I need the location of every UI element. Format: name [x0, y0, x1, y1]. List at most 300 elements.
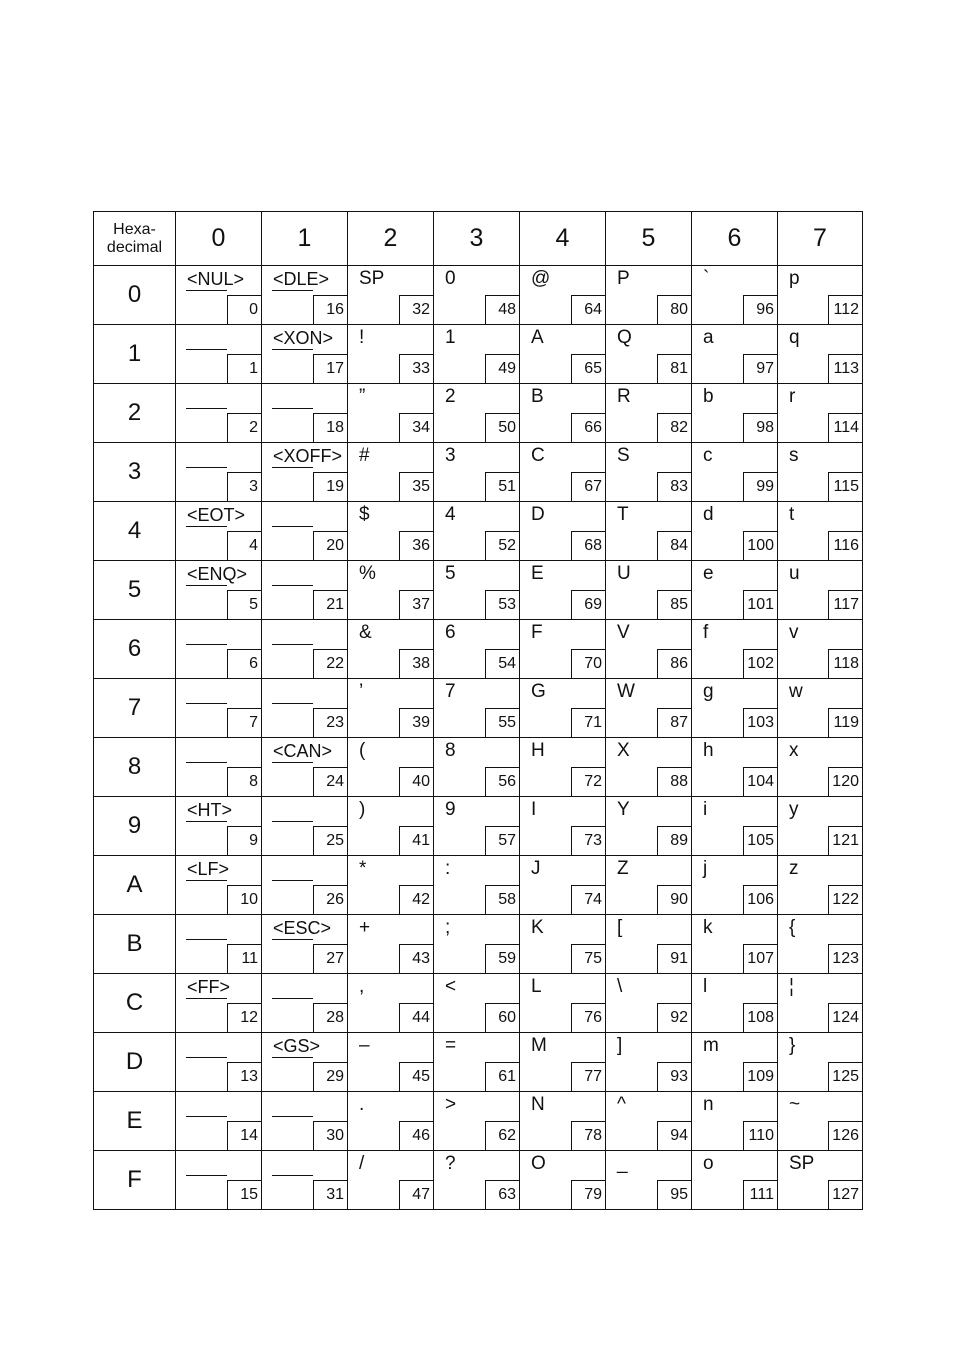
label-underline — [186, 1057, 227, 1058]
code-cell — [176, 1033, 262, 1092]
column-header: 2 — [348, 212, 434, 266]
decimal-value-box: 8 — [227, 767, 261, 796]
table-row — [94, 915, 863, 974]
character-label: <HT> — [187, 800, 233, 820]
decimal-value-box: 7 — [227, 708, 261, 737]
character-label: G — [531, 681, 546, 702]
code-cell — [262, 797, 348, 856]
label-underline — [186, 880, 227, 881]
character-label: % — [359, 563, 376, 584]
decimal-value-box: 102 — [743, 649, 777, 678]
character-label: W — [617, 681, 635, 702]
character-label: m — [703, 1035, 719, 1056]
code-cell — [778, 797, 863, 856]
code-cell — [606, 1151, 692, 1210]
character-label: ( — [359, 740, 366, 761]
character-label: ^ — [617, 1094, 626, 1115]
code-cell — [606, 443, 692, 502]
decimal-value-box: 12 — [227, 1003, 261, 1032]
table-row — [94, 738, 863, 797]
decimal-value-box: 6 — [227, 649, 261, 678]
code-cell — [692, 1092, 778, 1151]
code-cell — [434, 856, 520, 915]
code-cell — [348, 502, 434, 561]
label-underline — [186, 939, 227, 940]
code-cell — [520, 856, 606, 915]
code-cell — [176, 1092, 262, 1151]
row-header: 0 — [94, 266, 176, 325]
label-underline — [186, 1116, 227, 1117]
decimal-value-box: 17 — [313, 354, 347, 383]
code-cell — [520, 266, 606, 325]
code-cell — [692, 738, 778, 797]
decimal-value-box: 84 — [657, 531, 691, 560]
decimal-value-box: 2 — [227, 413, 261, 442]
table-row — [94, 561, 863, 620]
label-underline — [186, 467, 227, 468]
code-cell — [434, 620, 520, 679]
character-label: j — [703, 858, 708, 879]
character-label: s — [789, 445, 799, 466]
decimal-value-box: 67 — [571, 472, 605, 501]
code-cell — [262, 1151, 348, 1210]
decimal-value-box: 111 — [743, 1180, 777, 1209]
decimal-value-box: 14 — [227, 1121, 261, 1150]
code-cell — [778, 266, 863, 325]
code-cell — [778, 856, 863, 915]
decimal-value-box: 27 — [313, 944, 347, 973]
code-cell — [606, 384, 692, 443]
row-header: 6 — [94, 620, 176, 679]
label-underline — [186, 821, 227, 822]
decimal-value-box: 70 — [571, 649, 605, 678]
decimal-value-box: 63 — [485, 1180, 519, 1209]
code-cell — [520, 1092, 606, 1151]
decimal-value-box: 64 — [571, 295, 605, 324]
decimal-value-box: 79 — [571, 1180, 605, 1209]
character-label: $ — [359, 504, 370, 525]
decimal-value-box: 45 — [399, 1062, 433, 1091]
character-label: <DLE> — [273, 269, 330, 289]
decimal-value-box: 9 — [227, 826, 261, 855]
column-header: 3 — [434, 212, 520, 266]
code-cell — [348, 856, 434, 915]
code-cell — [520, 738, 606, 797]
decimal-value-box: 124 — [828, 1003, 862, 1032]
character-label: ~ — [789, 1094, 801, 1115]
code-cell — [692, 266, 778, 325]
decimal-value-box: 49 — [485, 354, 519, 383]
row-header: 7 — [94, 679, 176, 738]
code-cell — [606, 620, 692, 679]
character-label: [ — [617, 917, 623, 938]
character-label: u — [789, 563, 800, 584]
character-label: z — [789, 858, 799, 879]
decimal-value-box: 74 — [571, 885, 605, 914]
character-label: F — [531, 622, 543, 643]
decimal-value-box: 125 — [828, 1062, 862, 1091]
column-header: 4 — [520, 212, 606, 266]
code-cell — [348, 384, 434, 443]
decimal-value-box: 123 — [828, 944, 862, 973]
code-cell — [176, 443, 262, 502]
decimal-value-box: 97 — [743, 354, 777, 383]
code-cell — [520, 561, 606, 620]
row-header: 5 — [94, 561, 176, 620]
label-underline — [272, 408, 313, 409]
code-cell — [520, 1033, 606, 1092]
character-label: <XON> — [273, 328, 334, 348]
character-label: n — [703, 1094, 714, 1115]
character-label: K — [531, 917, 544, 938]
row-header: 9 — [94, 797, 176, 856]
label-underline — [186, 349, 227, 350]
decimal-value-box: 72 — [571, 767, 605, 796]
code-cell — [176, 620, 262, 679]
character-label: <ESC> — [273, 918, 332, 938]
character-label: @ — [531, 268, 551, 289]
decimal-value-box: 91 — [657, 944, 691, 973]
code-cell — [176, 384, 262, 443]
code-cell — [520, 384, 606, 443]
character-label: ¦ — [789, 976, 794, 997]
table-row — [94, 974, 863, 1033]
code-cell — [176, 502, 262, 561]
character-label: U — [617, 563, 631, 584]
code-cell — [692, 443, 778, 502]
code-cell — [434, 1151, 520, 1210]
character-label: Z — [617, 858, 629, 879]
decimal-value-box: 54 — [485, 649, 519, 678]
code-cell — [520, 974, 606, 1033]
decimal-value-box: 1 — [227, 354, 261, 383]
code-cell — [520, 620, 606, 679]
label-underline — [272, 880, 313, 881]
decimal-value-box: 95 — [657, 1180, 691, 1209]
character-label: X — [617, 740, 630, 761]
code-cell — [692, 856, 778, 915]
code-cell — [778, 384, 863, 443]
code-cell — [262, 856, 348, 915]
decimal-value-box: 66 — [571, 413, 605, 442]
decimal-value-box: 51 — [485, 472, 519, 501]
code-cell — [520, 325, 606, 384]
decimal-value-box: 82 — [657, 413, 691, 442]
character-label: / — [359, 1153, 365, 1174]
code-cell — [434, 443, 520, 502]
code-cell — [348, 738, 434, 797]
decimal-value-box: 15 — [227, 1180, 261, 1209]
decimal-value-box: 58 — [485, 885, 519, 914]
label-underline — [186, 290, 227, 291]
table-row — [94, 1092, 863, 1151]
character-label: – — [359, 1035, 370, 1056]
character-label: * — [359, 858, 367, 879]
character-label: ] — [617, 1035, 623, 1056]
character-label: 8 — [445, 740, 456, 761]
row-header: 4 — [94, 502, 176, 561]
character-label: I — [531, 799, 537, 820]
character-label: q — [789, 327, 800, 348]
code-cell — [262, 443, 348, 502]
character-label: L — [531, 976, 542, 997]
label-underline — [272, 998, 313, 999]
decimal-value-box: 13 — [227, 1062, 261, 1091]
label-underline — [272, 467, 313, 468]
code-cell — [606, 1092, 692, 1151]
code-cell — [176, 974, 262, 1033]
decimal-value-box: 3 — [227, 472, 261, 501]
table-row — [94, 1033, 863, 1092]
decimal-value-box: 50 — [485, 413, 519, 442]
character-label: h — [703, 740, 714, 761]
decimal-value-box: 18 — [313, 413, 347, 442]
code-cell — [606, 679, 692, 738]
character-label: x — [789, 740, 799, 761]
decimal-value-box: 55 — [485, 708, 519, 737]
decimal-value-box: 42 — [399, 885, 433, 914]
character-label: t — [789, 504, 795, 525]
character-label: > — [445, 1094, 457, 1115]
decimal-value-box: 103 — [743, 708, 777, 737]
code-cell — [348, 620, 434, 679]
decimal-value-box: 120 — [828, 767, 862, 796]
code-cell — [262, 738, 348, 797]
code-cell — [778, 561, 863, 620]
header-row — [94, 212, 863, 266]
character-label: SP — [789, 1153, 815, 1174]
code-cell — [262, 679, 348, 738]
code-cell — [692, 915, 778, 974]
label-underline — [272, 939, 313, 940]
decimal-value-box: 99 — [743, 472, 777, 501]
code-cell — [520, 915, 606, 974]
decimal-value-box: 108 — [743, 1003, 777, 1032]
decimal-value-box: 127 — [828, 1180, 862, 1209]
character-label: b — [703, 386, 714, 407]
code-cell — [348, 1151, 434, 1210]
character-label: : — [445, 858, 451, 879]
character-label: _ — [617, 1153, 628, 1174]
decimal-value-box: 57 — [485, 826, 519, 855]
decimal-value-box: 29 — [313, 1062, 347, 1091]
character-label: A — [531, 327, 544, 348]
code-cell — [176, 325, 262, 384]
code-cell — [606, 797, 692, 856]
corner-label-text: Hexa- decimal — [106, 220, 163, 256]
decimal-value-box: 48 — [485, 295, 519, 324]
code-cell — [262, 1033, 348, 1092]
character-label: a — [703, 327, 714, 348]
character-label: y — [789, 799, 799, 820]
character-label: w — [789, 681, 803, 702]
character-label: C — [531, 445, 545, 466]
decimal-value-box: 21 — [313, 590, 347, 619]
decimal-value-box: 23 — [313, 708, 347, 737]
table-row — [94, 1151, 863, 1210]
character-label: 3 — [445, 445, 456, 466]
decimal-value-box: 100 — [743, 531, 777, 560]
character-label: R — [617, 386, 631, 407]
row-header: D — [94, 1033, 176, 1092]
decimal-value-box: 38 — [399, 649, 433, 678]
character-label: + — [359, 917, 371, 938]
decimal-value-box: 40 — [399, 767, 433, 796]
label-underline — [272, 585, 313, 586]
label-underline — [186, 526, 227, 527]
decimal-value-box: 43 — [399, 944, 433, 973]
decimal-value-box: 31 — [313, 1180, 347, 1209]
code-cell — [348, 266, 434, 325]
label-underline — [272, 821, 313, 822]
decimal-value-box: 68 — [571, 531, 605, 560]
code-cell — [434, 384, 520, 443]
character-label: 5 — [445, 563, 456, 584]
decimal-value-box: 65 — [571, 354, 605, 383]
decimal-value-box: 61 — [485, 1062, 519, 1091]
code-cell — [262, 620, 348, 679]
table-row — [94, 443, 863, 502]
character-label: d — [703, 504, 714, 525]
code-cell — [692, 797, 778, 856]
code-cell — [692, 325, 778, 384]
code-cell — [262, 915, 348, 974]
decimal-value-box: 41 — [399, 826, 433, 855]
code-cell — [606, 502, 692, 561]
table-row — [94, 266, 863, 325]
decimal-value-box: 32 — [399, 295, 433, 324]
row-header: B — [94, 915, 176, 974]
code-cell — [176, 1151, 262, 1210]
decimal-value-box: 47 — [399, 1180, 433, 1209]
code-cell — [692, 974, 778, 1033]
label-underline — [272, 762, 313, 763]
hexadecimal-corner-label — [94, 212, 176, 266]
table-row — [94, 679, 863, 738]
decimal-value-box: 25 — [313, 826, 347, 855]
character-label: 6 — [445, 622, 456, 643]
decimal-value-box: 39 — [399, 708, 433, 737]
decimal-value-box: 76 — [571, 1003, 605, 1032]
code-cell — [348, 325, 434, 384]
label-underline — [272, 290, 313, 291]
character-label: ; — [445, 917, 451, 938]
code-cell — [348, 1092, 434, 1151]
character-label: <EOT> — [187, 505, 246, 525]
character-label: , — [359, 976, 365, 997]
code-cell — [434, 974, 520, 1033]
character-label: 4 — [445, 504, 456, 525]
code-cell — [692, 679, 778, 738]
label-underline — [186, 762, 227, 763]
code-cell — [520, 1151, 606, 1210]
row-header: 2 — [94, 384, 176, 443]
table-row — [94, 502, 863, 561]
decimal-value-box: 83 — [657, 472, 691, 501]
row-header: F — [94, 1151, 176, 1210]
decimal-value-box: 5 — [227, 590, 261, 619]
code-cell — [262, 502, 348, 561]
label-underline — [186, 1175, 227, 1176]
character-label: E — [531, 563, 544, 584]
decimal-value-box: 16 — [313, 295, 347, 324]
code-cell — [434, 266, 520, 325]
label-underline — [272, 349, 313, 350]
character-label: o — [703, 1153, 714, 1174]
character-label: . — [359, 1094, 365, 1115]
character-label: f — [703, 622, 709, 643]
decimal-value-box: 90 — [657, 885, 691, 914]
decimal-value-box: 30 — [313, 1121, 347, 1150]
character-label: M — [531, 1035, 547, 1056]
decimal-value-box: 114 — [828, 413, 862, 442]
character-label: & — [359, 622, 372, 643]
character-label: ” — [359, 386, 366, 407]
code-cell — [176, 738, 262, 797]
decimal-value-box: 113 — [828, 354, 862, 383]
decimal-value-box: 44 — [399, 1003, 433, 1032]
decimal-value-box: 52 — [485, 531, 519, 560]
character-label: e — [703, 563, 714, 584]
decimal-value-box: 105 — [743, 826, 777, 855]
decimal-value-box: 112 — [828, 295, 862, 324]
character-label: = — [445, 1035, 457, 1056]
row-header: 3 — [94, 443, 176, 502]
code-cell — [348, 915, 434, 974]
decimal-value-box: 62 — [485, 1121, 519, 1150]
code-cell — [348, 679, 434, 738]
decimal-value-box: 106 — [743, 885, 777, 914]
character-label: ’ — [359, 681, 364, 702]
code-cell — [176, 856, 262, 915]
decimal-value-box: 60 — [485, 1003, 519, 1032]
code-cell — [434, 679, 520, 738]
code-cell — [778, 974, 863, 1033]
code-cell — [778, 502, 863, 561]
decimal-value-box: 20 — [313, 531, 347, 560]
decimal-value-box: 33 — [399, 354, 433, 383]
character-label: 2 — [445, 386, 456, 407]
code-cell — [778, 325, 863, 384]
code-cell — [606, 325, 692, 384]
code-cell — [262, 384, 348, 443]
code-cell — [778, 738, 863, 797]
column-header: 6 — [692, 212, 778, 266]
label-underline — [186, 644, 227, 645]
row-header: 8 — [94, 738, 176, 797]
label-underline — [186, 585, 227, 586]
code-cell — [348, 974, 434, 1033]
decimal-value-box: 88 — [657, 767, 691, 796]
character-label: ` — [703, 268, 710, 289]
character-label: <NUL> — [187, 269, 245, 289]
decimal-value-box: 28 — [313, 1003, 347, 1032]
code-cell — [262, 1092, 348, 1151]
decimal-value-box: 93 — [657, 1062, 691, 1091]
code-cell — [778, 679, 863, 738]
table-row — [94, 797, 863, 856]
character-label: V — [617, 622, 630, 643]
character-label: 1 — [445, 327, 456, 348]
character-label: 9 — [445, 799, 456, 820]
code-cell — [606, 738, 692, 797]
character-label: # — [359, 445, 370, 466]
decimal-value-box: 101 — [743, 590, 777, 619]
character-label: <ENQ> — [187, 564, 248, 584]
code-cell — [434, 738, 520, 797]
label-underline — [186, 703, 227, 704]
code-cell — [606, 1033, 692, 1092]
